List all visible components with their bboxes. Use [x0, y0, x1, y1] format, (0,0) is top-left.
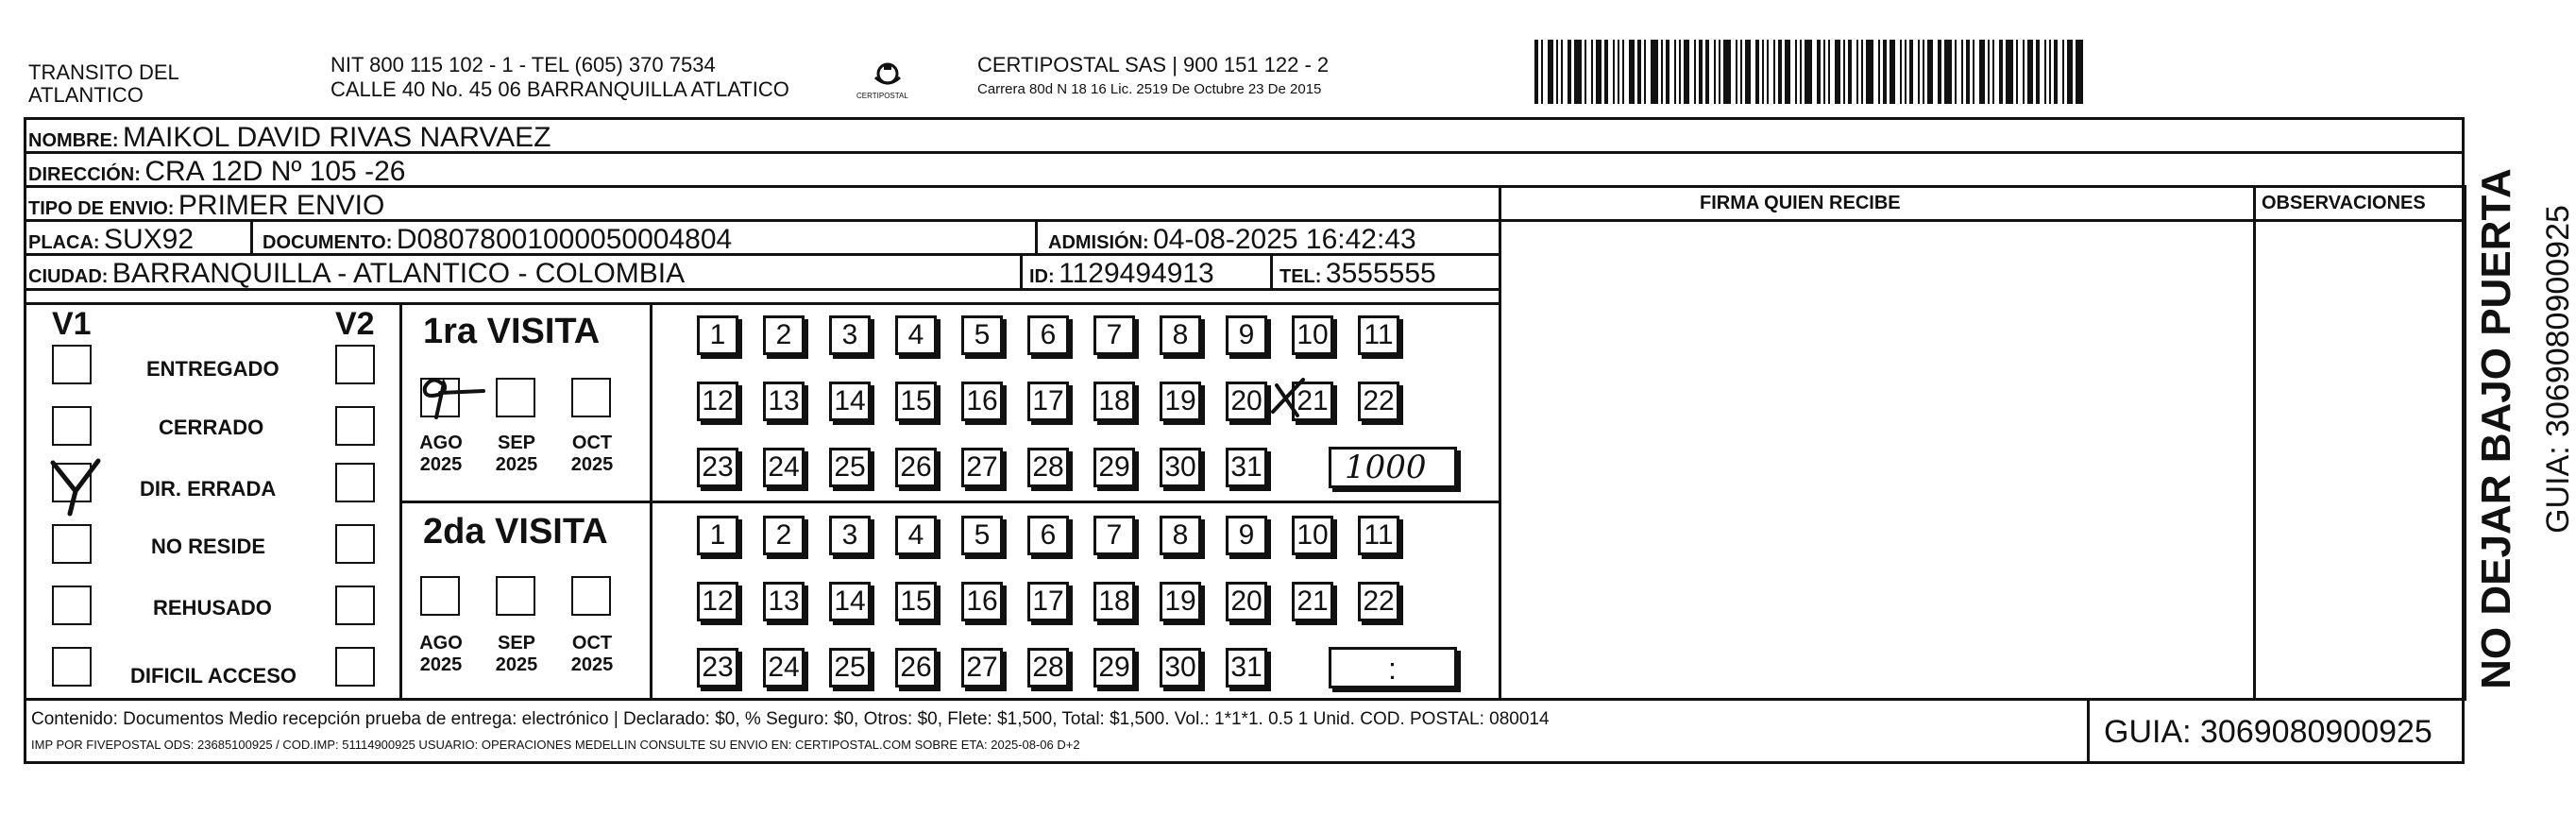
visit2-day-28[interactable]: 28	[1027, 648, 1069, 688]
visit2-day-12[interactable]: 12	[697, 582, 738, 621]
side-panel	[2466, 117, 2576, 701]
visit1-title: 1ra VISITA	[423, 312, 601, 351]
visit2-day-18[interactable]: 18	[1093, 582, 1135, 621]
barcode-bar	[1762, 40, 1764, 104]
barcode-bar	[1684, 40, 1689, 104]
barcode-bar	[1795, 40, 1797, 104]
barcode-bar	[1999, 40, 2003, 104]
visit1-day-20[interactable]: 20	[1226, 382, 1267, 421]
barcode-bar	[1828, 40, 1830, 104]
visit1-time-value: 1000	[1345, 449, 1427, 486]
barcode-bar	[1674, 40, 1676, 104]
barcode-bar	[1979, 40, 1985, 104]
visit1-day-17[interactable]: 17	[1027, 382, 1069, 421]
visit2-day-29[interactable]: 29	[1093, 648, 1135, 688]
barcode-bar	[1805, 40, 1812, 104]
visit2-day-20[interactable]: 20	[1226, 582, 1267, 621]
nombre-value: MAIKOL DAVID RIVAS NARVAEZ	[123, 122, 551, 153]
documento-label: DOCUMENTO:	[263, 232, 393, 253]
v2-checkbox-dir-errada[interactable]	[335, 463, 375, 502]
visit2-day-6[interactable]: 6	[1027, 516, 1069, 555]
barcode-bar	[1961, 40, 1963, 104]
placa-label: PLACA:	[28, 232, 100, 253]
barcode-bar	[1909, 40, 1913, 104]
visit2-day-19[interactable]: 19	[1160, 582, 1201, 621]
barcode-bar	[2036, 40, 2040, 104]
visit1-day-2[interactable]: 2	[763, 315, 805, 355]
side-warning: NO DEJAR BAJO PUERTA	[2473, 168, 2519, 689]
visit1-day-25[interactable]: 25	[829, 448, 871, 487]
visit1-day-14[interactable]: 14	[829, 382, 871, 421]
direccion-label: DIRECCIÓN:	[28, 164, 141, 185]
visit1-day-24[interactable]: 24	[763, 448, 805, 487]
v2-checkbox-dificil-acceso[interactable]	[335, 647, 375, 687]
license-line: Carrera 80d N 18 16 Lic. 2519 De Octubre 23 De 2015	[977, 81, 1322, 97]
barcode-bar	[1574, 40, 1582, 104]
visit2-month-sep-label: SEP 2025	[495, 633, 538, 675]
ciudad-value: BARRANQUILLA - ATLANTICO - COLOMBIA	[111, 258, 686, 289]
barcode-bar	[1644, 40, 1646, 104]
barcode-bar	[1629, 40, 1635, 104]
barcode-bar	[1823, 40, 1825, 104]
barcode-bar	[2067, 40, 2073, 104]
barcode-bar	[2054, 40, 2058, 104]
visit2-day-14[interactable]: 14	[829, 582, 871, 621]
v1-checkbox-rehusado[interactable]	[52, 586, 92, 625]
visit2-month-sep-checkbox[interactable]	[496, 576, 535, 616]
visit2-day-30[interactable]: 30	[1160, 648, 1201, 688]
visit2-day-4[interactable]: 4	[895, 516, 937, 555]
v2-checkbox-cerrado[interactable]	[335, 406, 375, 446]
visit1-month-sep-label: SEP 2025	[495, 433, 538, 475]
day-20-mark-icon	[1267, 374, 1309, 419]
barcode-bar	[1988, 40, 1990, 104]
barcode-bar	[1767, 40, 1769, 104]
address-line: CALLE 40 No. 45 06 BARRANQUILLA ATLATICO	[330, 77, 789, 101]
visit1-day-4[interactable]: 4	[895, 315, 937, 355]
barcode-bar	[1534, 40, 1538, 104]
barcode-bar	[1973, 40, 1974, 104]
footer-guia: GUIA: 3069080900925	[2104, 714, 2432, 750]
visit1-month-oct-checkbox[interactable]	[571, 378, 611, 417]
barcode-bar	[2076, 40, 2083, 104]
barcode-bar	[1848, 40, 1852, 104]
barcode	[1534, 40, 2280, 104]
barcode-bar	[1651, 40, 1658, 104]
visit2-time-box[interactable]	[1329, 647, 1457, 688]
observaciones-header: OBSERVACIONES	[2262, 193, 2426, 213]
certipostal-logo	[855, 57, 921, 104]
v2-checkbox-no-reside[interactable]	[335, 524, 375, 564]
v1-checkbox-no-reside[interactable]	[52, 524, 92, 564]
barcode-bar	[1740, 40, 1742, 104]
nombre-label: NOMBRE:	[28, 130, 119, 151]
barcode-bar	[1622, 40, 1624, 104]
barcode-bar	[2044, 40, 2046, 104]
v2-checkbox-rehusado[interactable]	[335, 586, 375, 625]
status-label-cerrado: CERRADO	[159, 416, 264, 439]
barcode-bar	[1723, 40, 1731, 104]
visit1-day-11[interactable]: 11	[1358, 315, 1399, 355]
visit2-month-ago-checkbox[interactable]	[420, 576, 460, 616]
placa-value: SUX92	[104, 224, 195, 255]
visit2-day-22[interactable]: 22	[1358, 582, 1399, 621]
barcode-bar	[1785, 40, 1790, 104]
barcode-bar	[1548, 40, 1553, 104]
barcode-bar	[1661, 40, 1663, 104]
visit2-day-7[interactable]: 7	[1093, 516, 1135, 555]
logo-caption: CERTIPOSTAL	[856, 92, 908, 100]
visit2-month-oct-checkbox[interactable]	[571, 576, 611, 616]
barcode-bar	[1927, 40, 1933, 104]
visit2-day-21[interactable]: 21	[1292, 582, 1333, 621]
v1-checkbox-dificil-acceso[interactable]	[52, 647, 92, 687]
sender-name-line2: ATLANTICO	[28, 83, 144, 107]
visit2-day-5[interactable]: 5	[961, 516, 1003, 555]
nit-line: NIT 800 115 102 - 1 - TEL (605) 370 7534	[330, 53, 716, 76]
v1-checkbox-entregado[interactable]	[52, 345, 92, 384]
visit1-day-13[interactable]: 13	[763, 382, 805, 421]
visit1-day-1[interactable]: 1	[697, 315, 738, 355]
status-label-no-reside: NO RESIDE	[151, 535, 266, 558]
barcode-bar	[1613, 40, 1615, 104]
firma-header: FIRMA QUIEN RECIBE	[1700, 193, 1901, 213]
barcode-bar	[1736, 40, 1737, 104]
barcode-bar	[1773, 40, 1775, 104]
barcode-bar	[1694, 40, 1696, 104]
barcode-bar	[1719, 40, 1720, 104]
direccion-value: CRA 12D Nº 105 -26	[144, 156, 406, 187]
barcode-bar	[1890, 40, 1895, 104]
barcode-bar	[1596, 40, 1602, 104]
barcode-bar	[2006, 40, 2013, 104]
visit2-day-11[interactable]: 11	[1358, 516, 1399, 555]
visit1-month-ago-label: AGO 2025	[419, 433, 463, 475]
visit2-day-8[interactable]: 8	[1160, 516, 1201, 555]
visit2-day-27[interactable]: 27	[961, 648, 1003, 688]
visit2-title: 2da VISITA	[423, 512, 608, 552]
status-label-rehusado: REHUSADO	[153, 596, 272, 620]
barcode-bar	[2023, 40, 2025, 104]
tel-label: TEL:	[1280, 266, 1322, 287]
visit1-day-5[interactable]: 5	[961, 315, 1003, 355]
barcode-bar	[1817, 40, 1821, 104]
visit1-month-oct-label: OCT 2025	[570, 433, 614, 475]
barcode-bar	[1618, 40, 1619, 104]
v1-checkbox-cerrado[interactable]	[52, 406, 92, 446]
visit1-day-10[interactable]: 10	[1292, 315, 1333, 355]
barcode-bar	[1944, 40, 1952, 104]
barcode-bar	[1955, 40, 1957, 104]
v2-label: V2	[335, 306, 375, 342]
barcode-bar	[1800, 40, 1802, 104]
barcode-bar	[1843, 40, 1845, 104]
barcode-bar	[1861, 40, 1863, 104]
visit2-day-2[interactable]: 2	[763, 516, 805, 555]
barcode-bar	[1568, 40, 1571, 104]
barcode-bar	[1679, 40, 1681, 104]
barcode-bar	[2049, 40, 2051, 104]
visit2-day-25[interactable]: 25	[829, 648, 871, 688]
barcode-bar	[1856, 40, 1858, 104]
id-label: ID:	[1029, 266, 1055, 287]
barcode-bar	[2016, 40, 2018, 104]
visit1-day-30[interactable]: 30	[1160, 448, 1201, 487]
barcode-bar	[1905, 40, 1907, 104]
visit1-day-16[interactable]: 16	[961, 382, 1003, 421]
footer-frame	[24, 698, 2465, 764]
visit1-day-9[interactable]: 9	[1226, 315, 1267, 355]
tipo-envio-label: TIPO DE ENVIO:	[28, 198, 175, 219]
visit2-day-16[interactable]: 16	[961, 582, 1003, 621]
admision-value: 04-08-2025 16:42:43	[1153, 224, 1416, 255]
visit2-day-13[interactable]: 13	[763, 582, 805, 621]
barcode-bar	[1966, 40, 1970, 104]
checkmark-icon	[47, 459, 102, 518]
barcode-bar	[2027, 40, 2033, 104]
barcode-bar	[1585, 40, 1586, 104]
visit2-day-3[interactable]: 3	[829, 516, 871, 555]
barcode-bar	[1992, 40, 1994, 104]
visit2-day-10[interactable]: 10	[1292, 516, 1333, 555]
visit1-day-31[interactable]: 31	[1226, 448, 1267, 487]
visit2-day-24[interactable]: 24	[763, 648, 805, 688]
visit2-day-26[interactable]: 26	[895, 648, 937, 688]
visit1-day-21[interactable]: 21	[1292, 382, 1333, 421]
barcode-bar	[1878, 40, 1880, 104]
barcode-bar	[1778, 40, 1782, 104]
barcode-bar	[1755, 40, 1759, 104]
footer-imp: IMP POR FIVEPOSTAL ODS: 23685100925 / COD.IMP: 51114900925 USUARIO: OPERACIONES MEDELLIN CONSULTE SU ENVIO EN: CERTIPOSTAL.COM SOBRE ETA: 2025-08-06 D+2	[31, 738, 1080, 752]
visit1-day-29[interactable]: 29	[1093, 448, 1135, 487]
barcode-bar	[1938, 40, 1941, 104]
barcode-bar	[1866, 40, 1873, 104]
barcode-bar	[1835, 40, 1840, 104]
visit1-day-15[interactable]: 15	[895, 382, 937, 421]
barcode-bar	[1604, 40, 1608, 104]
barcode-bar	[1637, 40, 1641, 104]
visit1-day-27[interactable]: 27	[961, 448, 1003, 487]
barcode-bar	[1561, 40, 1563, 104]
tel-value: 3555555	[1325, 258, 1436, 289]
footer-contenido: Contenido: Documentos Medio recepción prueba de entrega: electrónico | Declarado: $0, % Seguro: $0, Otros: $0, Flete: $1,500, Total: $1,500. Vol.: 1*1*1. 0.5 1 Unid. COD. POSTAL: 080014	[31, 709, 1550, 729]
tipo-envio-value: PRIMER ENVIO	[178, 190, 385, 221]
barcode-bar	[2062, 40, 2064, 104]
handwritten-mark-icon	[415, 370, 491, 425]
barcode-bar	[1745, 40, 1751, 104]
visit1-day-12[interactable]: 12	[697, 382, 738, 421]
admision-label: ADMISIÓN:	[1048, 232, 1149, 253]
visit1-day-22[interactable]: 22	[1358, 382, 1399, 421]
visit1-day-23[interactable]: 23	[697, 448, 738, 487]
barcode-bar	[1714, 40, 1716, 104]
barcode-bar	[1556, 40, 1558, 104]
company-line: CERTIPOSTAL SAS | 900 151 122 - 2	[977, 53, 1330, 76]
status-label-entregado: ENTREGADO	[146, 357, 280, 381]
visit1-day-6[interactable]: 6	[1027, 315, 1069, 355]
barcode-bar	[1923, 40, 1924, 104]
visit1-day-7[interactable]: 7	[1093, 315, 1135, 355]
visit2-day-31[interactable]: 31	[1226, 648, 1267, 688]
visit1-day-3[interactable]: 3	[829, 315, 871, 355]
visit2-day-15[interactable]: 15	[895, 582, 937, 621]
visit2-day-9[interactable]: 9	[1226, 516, 1267, 555]
status-label-dir-errada: DIR. ERRADA	[140, 477, 277, 501]
barcode-bar	[1541, 40, 1543, 104]
barcode-bar	[1699, 40, 1703, 104]
visit2-time-value: :	[1388, 652, 1397, 686]
visit1-day-19[interactable]: 19	[1160, 382, 1201, 421]
visit2-month-oct-label: OCT 2025	[570, 633, 614, 675]
v2-checkbox-entregado[interactable]	[335, 345, 375, 384]
barcode-bar	[1591, 40, 1593, 104]
visit1-time-box[interactable]	[1329, 447, 1457, 488]
side-guia: GUIA: 3069080900925	[2540, 205, 2576, 534]
visit2-month-ago-label: AGO 2025	[419, 633, 463, 675]
visit1-day-26[interactable]: 26	[895, 448, 937, 487]
barcode-bar	[1666, 40, 1669, 104]
visit1-day-8[interactable]: 8	[1160, 315, 1201, 355]
visit1-month-sep-checkbox[interactable]	[496, 378, 535, 417]
barcode-bar	[1883, 40, 1887, 104]
visit2-day-23[interactable]: 23	[697, 648, 738, 688]
documento-value: D08078001000050004804	[396, 224, 733, 255]
barcode-bar	[1900, 40, 1902, 104]
visit1-day-18[interactable]: 18	[1093, 382, 1135, 421]
id-value: 1129494913	[1059, 258, 1214, 289]
barcode-bar	[1918, 40, 1920, 104]
ciudad-label: CIUDAD:	[28, 266, 109, 287]
v1-label: V1	[52, 306, 92, 342]
status-label-dificil-acceso: DIFICIL ACCESO	[130, 664, 297, 688]
visit1-day-28[interactable]: 28	[1027, 448, 1069, 487]
barcode-bar	[1705, 40, 1709, 104]
visit2-day-1[interactable]: 1	[697, 516, 738, 555]
sender-name-line1: TRANSITO DEL	[28, 60, 179, 84]
visit2-day-17[interactable]: 17	[1027, 582, 1069, 621]
